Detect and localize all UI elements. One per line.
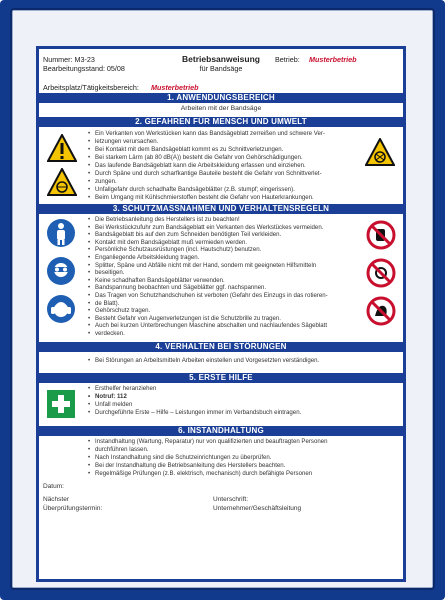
no-gloves-icon (365, 219, 397, 251)
list-item: • Persönliche Schutzausrüstungen (incl. Hautschutz) benutzen. (85, 246, 361, 254)
section-2-heading: 2. GEFAHREN FÜR MENSCH UND UMWELT (39, 117, 403, 127)
list-item: • Das Tragen von Schutzhandschuhen ist verboten (Gefahr des Einzugs in das rotieren- (85, 292, 361, 300)
list-item: • Bei der Instandhaltung die Betriebsanleitung des Herstellers beachten. (85, 462, 385, 470)
section-5-list (85, 385, 361, 417)
list-item: • Bei Kontakt mit dem Bandsägeblatt kommt es zu Schnittverletzungen. (85, 146, 361, 154)
datum-label: Datum: (43, 483, 64, 490)
list-item: • beseitigen. (85, 269, 361, 277)
section-4-list (85, 357, 361, 365)
list-item: • Bei Störungen an Arbeitsmitteln Arbeiten einstellen und Vorgesetzten verständigen. (85, 357, 361, 365)
emergency-number: • Notruf: 112 (85, 393, 361, 401)
list-item: • zungen. (85, 178, 361, 186)
list-item: • Kontakt mit dem Bandsägeblatt muß vermieden werden. (85, 239, 361, 247)
section-6-heading: 6. INSTANDHALTUNG (39, 426, 403, 436)
section-2-list (85, 130, 361, 202)
section-3-list (85, 216, 361, 338)
page-subtitle: für Bandsäge (199, 64, 243, 73)
section-1-text: Arbeiten mit der Bandsäge (180, 105, 262, 112)
list-item: • durchführen lassen. (85, 446, 385, 454)
section-4-heading: 4. VERHALTEN BEI STÖRUNGEN (39, 342, 403, 352)
section-1-heading: 1. ANWENDUNGSBEREICH (39, 93, 403, 103)
list-item: • Regelmäßige Prüfungen (z.B. elektrisch, mechanisch) durch befähigte Personen (85, 470, 385, 478)
bereich-value: Musterbetrieb (151, 83, 199, 92)
list-item: • Ein Verkanten von Werkstücken kann das Bandsägeblatt zerreißen und schwere Ver- (85, 130, 361, 138)
doc-version: Bearbeitungsstand: 05/08 (43, 64, 125, 73)
unterschrift-label: Unterschrift: (213, 496, 249, 503)
list-item: • Das laufende Bandsägeblatt kann die Arbeitskleidung erfassen und einziehen. (85, 162, 361, 170)
section-3-heading: 3. SCHUTZMASSNAHMEN UND VERHALTENSREGELN (39, 204, 403, 214)
page-title: Betriebsanweisung (182, 54, 260, 64)
list-item: • Ersthelfer heranziehen (85, 385, 361, 393)
list-item: • Bei starkem Lärm (ab 80 dB(A)) besteht die Gefahr von Gehörschädigungen. (85, 154, 361, 162)
naechster-label: Nächster (43, 496, 70, 503)
list-item: • Durchgeführte Erste – Hilfe – Leistungen immer im Verbandsbuch eintragen. (85, 409, 361, 417)
list-item: • Enganliegende Arbeitskleidung tragen. (85, 254, 361, 262)
list-item: • verdecken. (85, 330, 361, 338)
section-6-list (85, 438, 385, 478)
doc-number: Nummer: M3-23 (43, 55, 95, 64)
list-item: • Keine schadhaften Bandsägeblätter verwenden. (85, 277, 361, 285)
list-item: • Bandspannung beobachten und Sägeblätter ggf. nachspannen. (85, 284, 361, 292)
betrieb-label: Betrieb: (275, 55, 300, 64)
warning-triangle-icon (47, 133, 77, 163)
unternehmer-label: Unternehmer/Geschäftsleitung (213, 505, 302, 512)
bereich-label: Arbeitsplatz/Tätigkeitsbereich: (43, 83, 139, 92)
protective-clothing-icon (45, 217, 77, 249)
safety-goggles-icon (45, 255, 77, 287)
hand-saw-warning-icon (365, 137, 395, 167)
list-item: • Bandsägeblatt bis auf den zum Schneiden benötigten Teil verkleiden. (85, 231, 361, 239)
list-item: • Splitter, Späne und Abfälle nicht mit der Hand, sondern mit geeigneten Hilfsmitteln (85, 262, 361, 270)
list-item: • Besteht Gefahr von Augenverletzungen ist die Schutzbrille zu tragen. (85, 315, 361, 323)
list-item: • Unfall melden (85, 401, 361, 409)
first-aid-icon (45, 388, 77, 420)
warning-triangle-icon (47, 167, 77, 197)
pruefung-label: Überprüfungstermin: (43, 505, 103, 512)
betriebsanweisung-sheet (36, 46, 406, 582)
list-item: • Beim Umgang mit Kühlschmierstoffen besteht die Gefahr von Hauterkrankungen. (85, 194, 361, 202)
sign-off-block (43, 482, 399, 513)
list-item: • letzungen verursachen. (85, 138, 361, 146)
betrieb-value: Musterbetrieb (309, 55, 357, 64)
list-item: • Durch Späne und durch scharfkantige Bauteile besteht die Gefahr von Schnittverlet- (85, 170, 361, 178)
list-item: • Unfallgefahr durch schadhafte Bandsägeblätter (z.B. stumpf; eingerissen). (85, 186, 361, 194)
list-item: • Gehörschutz tragen. (85, 307, 361, 315)
list-item: • Nach Instandhaltung sind die Schutzeinrichtungen zu überprüfen. (85, 454, 385, 462)
sheet-header (39, 49, 403, 97)
list-item: • de Blatt). (85, 300, 361, 308)
ear-protection-icon (45, 293, 77, 325)
list-item: • Auch bei kurzen Unterbrechungen Maschine abschalten und nachlaufendes Sägeblatt (85, 322, 361, 330)
list-item: • Die Betriebsanleitung des Herstellers ist zu beachten! (85, 216, 361, 224)
list-item: • Bei Werkstückzufuhr zum Bandsägeblatt ein Verkanten des Werkstückes vermeiden. (85, 224, 361, 232)
section-5-heading: 5. ERSTE HILFE (39, 373, 403, 383)
list-item: • Instandhaltung (Wartung, Reparatur) nur von qualifizierten und beauftragten Personen (85, 438, 385, 446)
no-jewelry-icon (365, 257, 397, 289)
no-loose-clothing-icon (365, 295, 397, 327)
